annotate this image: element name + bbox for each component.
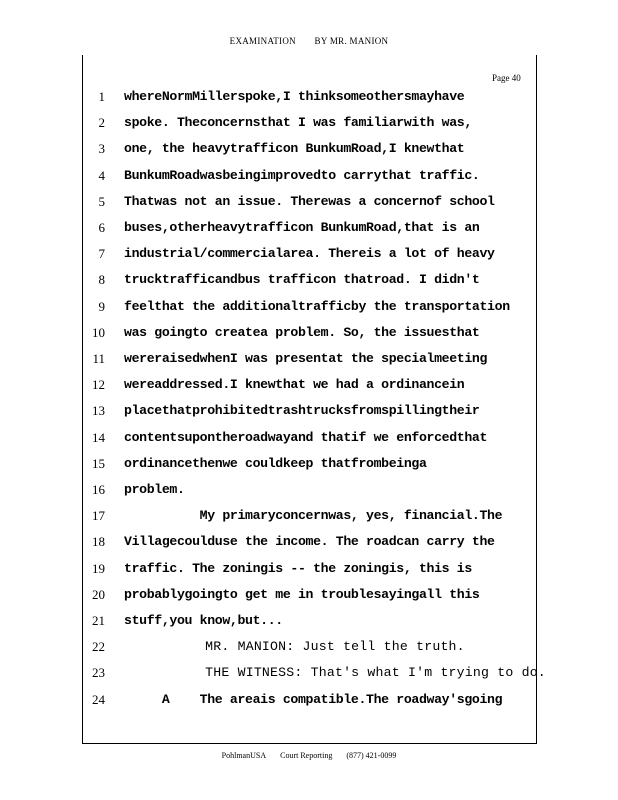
transcript-line	[0, 84, 618, 110]
transcript-line	[0, 320, 618, 346]
page-header	[0, 36, 618, 46]
footer-phone: (877) 421-0099	[346, 751, 397, 760]
footer-company: PohlmanUSA	[221, 751, 267, 760]
line-text: stuff,you know,but...	[124, 613, 283, 628]
line-number: 3	[98, 141, 105, 157]
header-examiner: BY MR. MANION	[314, 36, 389, 46]
line-number: 24	[92, 691, 105, 707]
line-text: wereaddressed.I knewthat we had a ordinancein	[124, 377, 465, 393]
line-text: whereNormMillerspoke,I thinksomeothersmayhave	[124, 89, 465, 104]
line-text: wereraisedwhenI was presentat the specialmeeting	[124, 351, 488, 366]
line-text: THE WITNESS: That's what I'm trying to do.	[124, 665, 546, 681]
line-text: one, the heavytrafficon BunkumRoad,I knewthat	[124, 141, 465, 157]
line-text: MR. MANION: Just tell the truth.	[124, 639, 465, 655]
line-number: 20	[92, 586, 105, 602]
transcript-line	[0, 608, 618, 634]
line-text: My primaryconcernwas, yes, financial.The	[124, 508, 503, 524]
transcript-line	[0, 189, 618, 215]
line-number: 19	[92, 560, 105, 576]
line-number: 14	[92, 429, 105, 445]
line-text: spoke. Theconcernsthat I was familiarwith was,	[124, 115, 472, 131]
line-number: 10	[92, 324, 105, 340]
transcript-line	[0, 267, 618, 293]
line-text: problem.	[124, 482, 185, 497]
transcript-line	[0, 451, 618, 477]
transcript-line	[0, 687, 618, 713]
line-text: traffic. The zoningis -- the zoningis, this is	[124, 560, 472, 576]
transcript-line	[0, 556, 618, 582]
line-text: Villagecoulduse the income. The roadcan carry the	[124, 534, 495, 550]
line-number: 9	[98, 298, 105, 314]
line-text: probablygoingto get me in troublesayingall this	[124, 586, 480, 602]
line-number: 17	[92, 508, 105, 524]
line-text: Thatwas not an issue. Therewas a concernof school	[124, 193, 495, 209]
line-number: 4	[98, 167, 105, 183]
transcript-line	[0, 372, 618, 398]
line-text: BunkumRoadwasbeingimprovedto carrythat traffic.	[124, 167, 480, 183]
line-text: contentsupontheroadwayand thatif we enforcedthat	[124, 429, 488, 445]
line-number: 18	[92, 534, 105, 550]
line-number: 11	[92, 351, 105, 366]
footer-service: Court Reporting	[280, 751, 333, 760]
line-number: 5	[98, 193, 105, 209]
transcript-line	[0, 660, 618, 686]
header-section: EXAMINATION	[229, 36, 296, 46]
transcript-line	[0, 346, 618, 372]
transcript-line	[0, 425, 618, 451]
line-number: 16	[92, 482, 105, 497]
line-text: A The areais compatible.The roadway'sgoing	[124, 691, 503, 707]
line-number: 7	[98, 246, 105, 262]
transcript-line	[0, 294, 618, 320]
transcript-line	[0, 110, 618, 136]
line-text: was goingto createa problem. So, the issuesthat	[124, 324, 480, 340]
transcript-line	[0, 477, 618, 503]
line-number: 21	[92, 613, 105, 628]
line-text: trucktrafficandbus trafficon thatroad. I didn't	[124, 272, 480, 288]
transcript-line	[0, 634, 618, 660]
line-number: 13	[92, 403, 105, 419]
transcript-line	[0, 529, 618, 555]
transcript-line	[0, 503, 618, 529]
line-number: 22	[92, 639, 105, 655]
line-number: 23	[92, 665, 105, 681]
line-number: 2	[98, 115, 105, 131]
line-number: 8	[98, 272, 105, 288]
line-number: 6	[98, 220, 105, 235]
transcript-line	[0, 215, 618, 241]
line-text: placethatprohibitedtrashtrucksfromspillingtheir	[124, 403, 480, 419]
page-number: Page 40	[492, 73, 521, 83]
page-footer	[0, 751, 618, 760]
line-text: ordinancethenwe couldkeep thatfrombeinga	[124, 455, 427, 471]
transcript-line	[0, 163, 618, 189]
transcript-line	[0, 398, 618, 424]
line-text: industrial/commercialarea. Thereis a lot of heavy	[124, 246, 495, 262]
line-number: 1	[98, 89, 105, 104]
transcript-line	[0, 241, 618, 267]
transcript-line	[0, 136, 618, 162]
line-number: 15	[92, 455, 105, 471]
line-text: buses,otherheavytrafficon BunkumRoad,that is an	[124, 220, 480, 235]
transcript-line	[0, 582, 618, 608]
line-number: 12	[92, 377, 105, 393]
line-text: feelthat the additionaltrafficby the transportation	[124, 298, 510, 314]
